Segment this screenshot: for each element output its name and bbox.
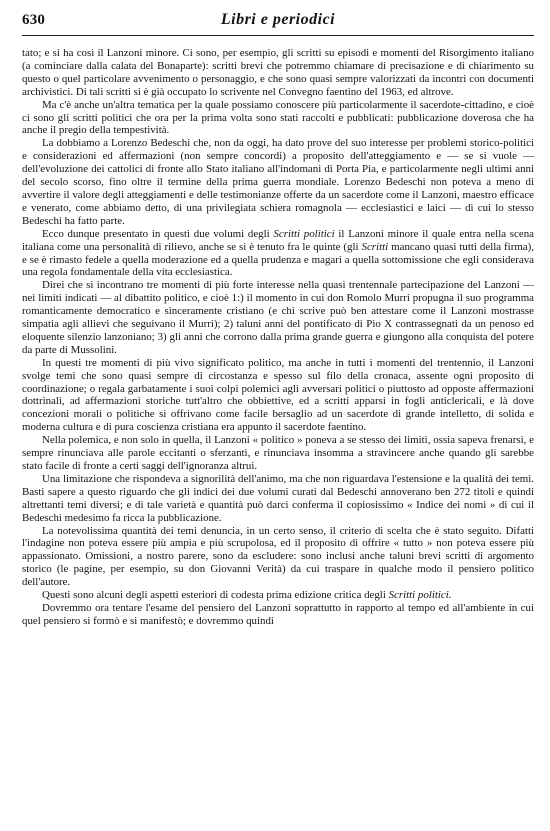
paragraph-text: Nella polemica, e non solo in quella, il Lanzoni « politico » poneva a se stesso dei limiti, ossia sapeva frenarsi, e sempre rinunciava alle parole eccitanti o sferzanti, e rinunciava insomma a stravincere anche quando gli sarebbe stato facile di fronte a certi saggi dell'ignoranza altrui. xyxy=(22,434,534,472)
paragraph xyxy=(22,473,534,525)
paragraph-text: Una limitazione che rispondeva a signorilità dell'animo, ma che non riguardava l'estensione e la qualità dei temi. Basti sapere a questo riguardo che gli indici dei due volumi curati dal Bedeschi annoverano ben 272 titoli e quindi altrettanti temi diversi; e di tale varietà e quantità può darci conferma il copiosissimo « Indice dei nomi » di cui il Bedeschi medesimo fa ricca la pubblicazione. xyxy=(22,472,534,524)
paragraph xyxy=(22,99,534,138)
paragraph xyxy=(22,434,534,473)
paragraph xyxy=(22,525,534,590)
paragraph xyxy=(22,228,534,280)
paragraph xyxy=(22,279,534,356)
header-rule xyxy=(22,35,534,36)
paragraph xyxy=(22,137,534,227)
paragraph-text: il Lanzoni minore il quale entra nella scena italiana come una personalità di rilievo, anche se si è tenuto fra le quinte (gli xyxy=(22,227,534,253)
paragraph-text: Ma c'è anche un'altra tematica per la quale possiamo conoscere più particolarmente il sacerdote-cittadino, e cioè ci sono gli scritti politici che ora per la prima volta sono stati raccolti e pubblicati: pubblicazione doverosa che ha anche il pregio della tempestività. xyxy=(22,98,534,137)
page-body xyxy=(22,47,534,628)
paragraph xyxy=(22,602,534,628)
paragraph xyxy=(22,357,534,434)
italic-title-text: Scritti politici xyxy=(273,227,335,240)
page-header xyxy=(22,0,534,34)
page-number: 630 xyxy=(22,12,46,28)
paragraph-text: Ecco dunque presentato in questi due volumi degli xyxy=(42,227,274,240)
paragraph-text: Questi sono alcuni degli aspetti esteriori di codesta prima edizione critica degli xyxy=(42,589,389,602)
paragraph xyxy=(22,47,534,99)
paragraph xyxy=(22,589,534,602)
paragraph-text: tato; e si ha così il Lanzoni minore. Ci sono, per esempio, gli scritti su episodi e momenti del Risorgimento italiano (a cominciare dalla calata del Bonaparte): scritti brevi che potremmo chiamare di precisazione e di chiarimento su questo o quel particolare avvenimento o personaggio, e che sono quasi sempre valorizzati da incontri con documenti archivistici. Di tali scritti si è già occupato lo scrivente nel Convegno faentino del 1963, ed altrove. xyxy=(22,47,534,98)
paragraph-text: Direi che si incontrano tre momenti di più forte interesse nella quasi trentennale partecipazione del Lanzoni — nei limiti indicati — al dibattito politico, e cioè 1:) il momento in cui don Romolo Murri propugna il suo programma romanticamente democratico e sinceramente cristiano (e chi scrive può ben attestare come il Lanzoni mostrasse simpatia agli allievi che seguivano il Murri); 2) taluni anni del pontificato di Pio X contrassegnati da un penoso ed eloquente silenzio lanzoniano; 3) gli anni che corrono dalla prima grande guerra e giungono alla conquista del potere da parte di Mussolini. xyxy=(22,279,534,356)
running-title: Libri e periodici xyxy=(220,11,336,28)
italic-title-text: Scritti xyxy=(361,240,389,253)
paragraph-text: La dobbiamo a Lorenzo Bedeschi che, non da oggi, ha dato prove del suo interesse per problemi storico-politici e considerazioni ed affermazioni (non sempre concordi) a proposito dell'atteggiamento e — se si vuole — dell'evoluzione dei cattolici di fronte allo Stato italiano all'indomani di Porta Pia, e particolarmente negli ultimi anni del secolo scorso, fino oltre il termine della prima guerra mondiale. Lorenzo Bedeschi non poteva a meno di avvertire il valore degli atteggiamenti e delle testimonianze offerte da un sacerdote come il Lanzoni, maestro efficace e venerato, come abbiamo detto, di una privilegiata schiera romagnola — ecclesiastici e laici — di cui lo stesso Bedeschi ha fatto parte. xyxy=(22,137,534,227)
paragraph-text: La notevolissima quantità dei temi denuncia, in un certo senso, il criterio di scelta che è stato seguito. Difatti l'indagine non poteva essere più ampia e più scrupolosa, ed il proposito di offrire « tutto » non poteva essere più appassionato. Omissioni, a nostro parere, sono da escludere: sono inclusi anche taluni brevi scritti di argomento storico (le pagine, per esempio, su don Giovanni Verità) da cui traspare in qualche modo il pensiero politico dell'autore. xyxy=(22,524,534,589)
italic-title-text: Scritti politici. xyxy=(388,589,452,602)
paragraph-text: Dovremmo ora tentare l'esame del pensiero del Lanzoni soprattutto in rapporto al tempo ed all'ambiente in cui quel pensiero si formò e si manifestò; e dovremmo quindi xyxy=(22,601,534,627)
paragraph-text: mancano quasi tutti della firma), e se è rimasto fedele a quella moderazione ed a quella prudenza e magari a quella sottomissione che egli considerava una regola fondamentale della vita ecclesiastica. xyxy=(22,240,534,279)
paragraph-text: In questi tre momenti di più vivo significato politico, ma anche in tutti i momenti del trentennio, il Lanzoni svolge temi che sono quasi sempre di circostanza e spesso sul filo della cronaca, assente ogni proposito di coordinazione; o regala garbatamente i suoi colpi polemici agli avversari politici o piuttosto ad opposte affermazioni dottrinali, ad affermazioni storiche tutt'altro che obbiettive, ed a scritti apparsi in fogli anticlericali, e là dove concezioni morali o politiche si offrivano come facile bersaglio ad un sacerdote di grande intelletto, di solida e moderna cultura e di pura coscienza cristiana era appunto il sacerdote faentino. xyxy=(22,356,534,434)
